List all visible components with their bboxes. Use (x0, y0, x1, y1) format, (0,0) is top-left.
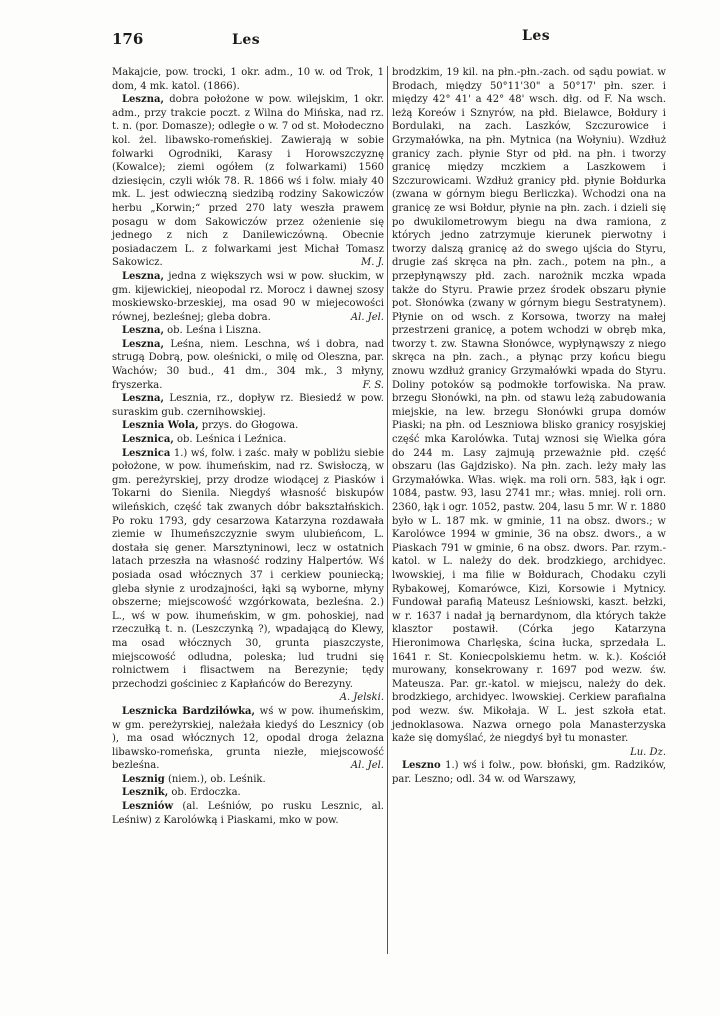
entry-text: ob. Leśnica i Leźnica. (173, 434, 287, 446)
dictionary-entry (112, 392, 384, 419)
entry-text: (niem.), ob. Leśnik. (164, 773, 266, 785)
entry-text: (al. Leśniów, po rusku Lesznic, al. Leśniw) z Karolówką i Piaskami, mko w pow. (112, 801, 384, 826)
entry-signature: F. S. (362, 379, 384, 391)
entry-headword: Lesznia Wola, (122, 420, 199, 432)
entry-text: dobra położone w pow. wilejskim, 1 okr. adm., przy trakcie poczt. z Wilna do Mińska, nad rz. t. n. (por. Domasze); odległe o w. 7 od st. Mołodeczno kol. żel. libawsko-romeńskiej. Zawierają w sobie folwarki Ogrodniki, Karasy i Horowszczyznę (Kowalce); ziemi ogółem (z folwarkami) 1560 dziesięcin, czyli włók 78. R. 1866 wś i folw. miały 40 mk. L. jest odwieczną siedzibą rodziny Sakowiczów herbu „Korwin;“ przed 270 laty weszła prawem posagu w dom Sakowiczów przez ożenienie się jednego z nich z Danilewiczówną. Obecnie posiadaczem L. z folwarkami jest Michał Tomasz Sakowicz. (112, 94, 384, 269)
page-number: 176 (112, 30, 144, 48)
entry-headword: Leszna, (122, 270, 164, 282)
dictionary-entry (112, 433, 384, 447)
dictionary-entry (112, 324, 384, 338)
running-head-left: Les (232, 32, 261, 48)
entry-text: Makajcie, pow. trocki, 1 okr. adm., 10 w. od Trok, 1 dom, 4 mk. katol. (1866). (112, 67, 384, 92)
entry-headword: Leszna, (122, 393, 164, 405)
entry-text: brodzkim, 19 kil. na płn.-płn.-zach. od sądu powiat. w Brodach, między 50°11'30" a 50°17' płn. szer. i między 42° 41' a 42° 48' wsch. dłg. od F. Na wsch. leżą Koreów i Sznyrów, na płd. Bielawce, Bołdury i Bordulaki, na zach. Laszków, Szczurowice i Grzymałówka, na płn. Mytnica (na Wołyniu). Wzdłuż granicy zach. płynie Styr od płd. na płn. i tworzy granicę między mczkiem a Laszkowem i Szczurowicami. Wzdłuż granicy płd. płynie Bołdurka (zwana w górnym biegu Berliczka). Wchodzi ona na granicę ze wsi Bołdur, płynie na płn. zach. i dzieli się po dwukilometrowym biegu na dwa ramiona, z których jedno zatrzymuje kierunek pierwotny i tworzy dalszą granicę aż do swego ujścia do Styru, drugie zaś skręca na płn. zach., potem na płn., a przepłynąwszy płd. zach. narożnik mczka wpada także do Styru. Prawie przez środek obszaru płynie pot. Słonówka (zwany w górnym biegu Sestratynem). Płynie on od wsch. z Korsowa, tworzy na małej przestrzeni granicę, a potem wchodzi w obręb mka, tworzy t. zw. Stawna Słonówce, wypłynąwszy z niego skręca na płn. zach., a płynąc przy końcu biegu znowu wzdłuż granicy Grzymałówki wpada do Styru. Doliny potoków są podmokłe torfowiska. Na praw. brzegu Słonówki, na płn. od stawu leżą zabudowania miejskie, na lew. brzegu Słonówki grupa domów Piaski; na płn. od Leszniowa blisko granicy rosyjskiej część mka Karolówka. Tutaj wznosi się Wielka góra do 244 m. Lasy zajmują przeważnie płd. część obszaru (las Gajdzisko). Na płn. zach. leży mały las Grzymałówka. Włas. więk. ma roli orn. 583, łąk i ogr. 1084, pastw. 93, lasu 2741 mr.; włas. mniej. roli orn. 2360, łąk i ogr. 1052, pastw. 204, lasu 5 mr. W r. 1880 było w L. 187 mk. w gminie, 11 na obsz. dwors.; w Karolówce 1994 w gminie, 36 na obsz. dwors., a w Piaskach 791 w gminie, 6 na obsz. dwors. Par. rzym.-katol. w L. należy do dek. brodzkiego, archidyec. lwowskiej, i ma filie w Bołdurach, Chodaku czyli Rybakowej, Komarówce, Kizi, Korsowie i Mytnicy. Fundował parafią Mateusz Leśniowski, kaszt. bełzki, w r. 1637 i nadał ją bernardynom, dla których także klasztor postawił. (Córka jego Katarzyna Hieronimowa Charlęska, ścina łucka, sprzedała L. 1641 r. St. Koniecpolskiemu hetm. w. k.). Kościół murowany, konsekrowany r. 1697 pod wezw. św. Mateusza. Par. gr.-katol. w miejscu, należy do dek. brodzkiego, archidyec. lwowskiej. Cerkiew parafialna pod wezw. św. Mikołaja. W L. jest szkoła etat. jednoklasowa. Nazwa ornego pola Manasterzyska każe się domyślać, że niegdyś był tu monaster. (392, 67, 666, 745)
dictionary-entry (112, 705, 384, 773)
entry-headword: Lesznicka Bardziłówka, (122, 705, 255, 717)
dictionary-entry (392, 66, 666, 759)
entry-text: ob. Leśna i Liszna. (163, 325, 262, 337)
entry-headword: Leszna, (122, 338, 164, 350)
entry-headword: Lesznig (122, 773, 165, 785)
dictionary-entry (392, 759, 666, 786)
dictionary-entry (112, 419, 384, 433)
entry-headword: Leszno (402, 760, 441, 772)
entry-text: Leśna, niem. Leschna, wś i dobra, nad strugą Dobrą, pow. oleśnicki, o milę od Oleszna, par. Wachów; 30 bud., 41 dm., 304 mk., 3 młyny, fryszerka. (112, 338, 384, 391)
page-header (0, 30, 720, 54)
running-head-right: Les (522, 28, 551, 44)
entry-text: 1.) wś, folw. i zaśc. mały w pobliżu siebie położone, w pow. ihumeńskim, nad rz. Swisłoczą, w gm. pereżyrskiej, przy drodze wiodącej z Piasków i Tokarni do Sienila. Niegdyś własność biskupów wileńskich, część tak zwanych dóbr bakształńskich. Po roku 1793, gdy cesarzowa Katarzyna rozdawała ziemie w Ihumeńszczyznie swym ulubieńcom, L. dostała się gener. Marsztyninowi, lecz w ostatnich latach przeszła na własność rodziny Halpertów. Wś posiada osad włócznych 37 i cerkiew pouniecką; gleba słynie z urodzajności, łąki są wyborne, młyny obszerne; miejscowość wzgórkowata, bezleśna. 2.) L., wś w pow. ihumeńskim, w gm. pohoskiej, nad rzeczułką t. n. (Leszczynką ?), wpadającą do Klewy, ma osad włócznych 30, grunta piaszczyste, miejscowość odludna, poleska; lud trudni się rolnictwem i flisactwem na Berezynie; tędy przechodzi gościniec z Kapłańców do Berezyny. (112, 447, 384, 690)
entry-headword: Leszna, (122, 94, 164, 106)
dictionary-entry (112, 66, 384, 93)
right-column (392, 66, 666, 786)
dictionary-entry (112, 800, 384, 827)
left-column (112, 66, 384, 827)
entry-headword: Leszna, (122, 325, 164, 337)
entry-signature: Lu. Dz. (630, 746, 666, 758)
dictionary-entry (112, 270, 384, 324)
entry-signature: M. J. (360, 257, 384, 269)
dictionary-entry (112, 773, 384, 787)
entry-text: ob. Erdoczka. (168, 787, 241, 799)
entry-signature: A. Jelski. (339, 692, 384, 704)
entry-signature: Al. Jel. (350, 311, 384, 323)
entry-text: jedna z większych wsi w pow. słuckim, w gm. kijewickiej, nieopodal rz. Morocz i dawnej szosy moskiewsko-brzeskiej, ma osad 90 w miejecowości równej, bezleśnej; gleba dobra. (112, 270, 384, 323)
entry-signature: Al. Jel. (350, 760, 384, 772)
entry-headword: Lesznica, (122, 434, 174, 446)
dictionary-entry (112, 93, 384, 270)
entry-text: Lesznia, rz., dopływ rz. Biesiedź w pow. suraskim gub. czernihowskiej. (112, 393, 384, 418)
dictionary-entry (112, 786, 384, 800)
entry-headword: Leszniów (122, 801, 174, 813)
dictionary-entry (112, 338, 384, 392)
dictionary-entry (112, 447, 384, 705)
column-divider (387, 66, 388, 954)
entry-text: 1.) wś i folw., pow. błoński, gm. Radzików, par. Leszno; odl. 34 w. od Warszawy, (392, 760, 666, 785)
entry-headword: Lesznik, (122, 787, 169, 799)
entry-text: przys. do Głogowa. (198, 420, 299, 432)
entry-headword: Lesznica (122, 447, 171, 459)
entry-text: wś w pow. ihumeńskim, w gm. pereżyrskiej, należała kiedyś do Lesznicy (ob ), ma osad włócznych 12, opodal droga żelazna libawsko-romeńska, grunta niezłe, miejscowość bezleśna. (112, 705, 384, 772)
